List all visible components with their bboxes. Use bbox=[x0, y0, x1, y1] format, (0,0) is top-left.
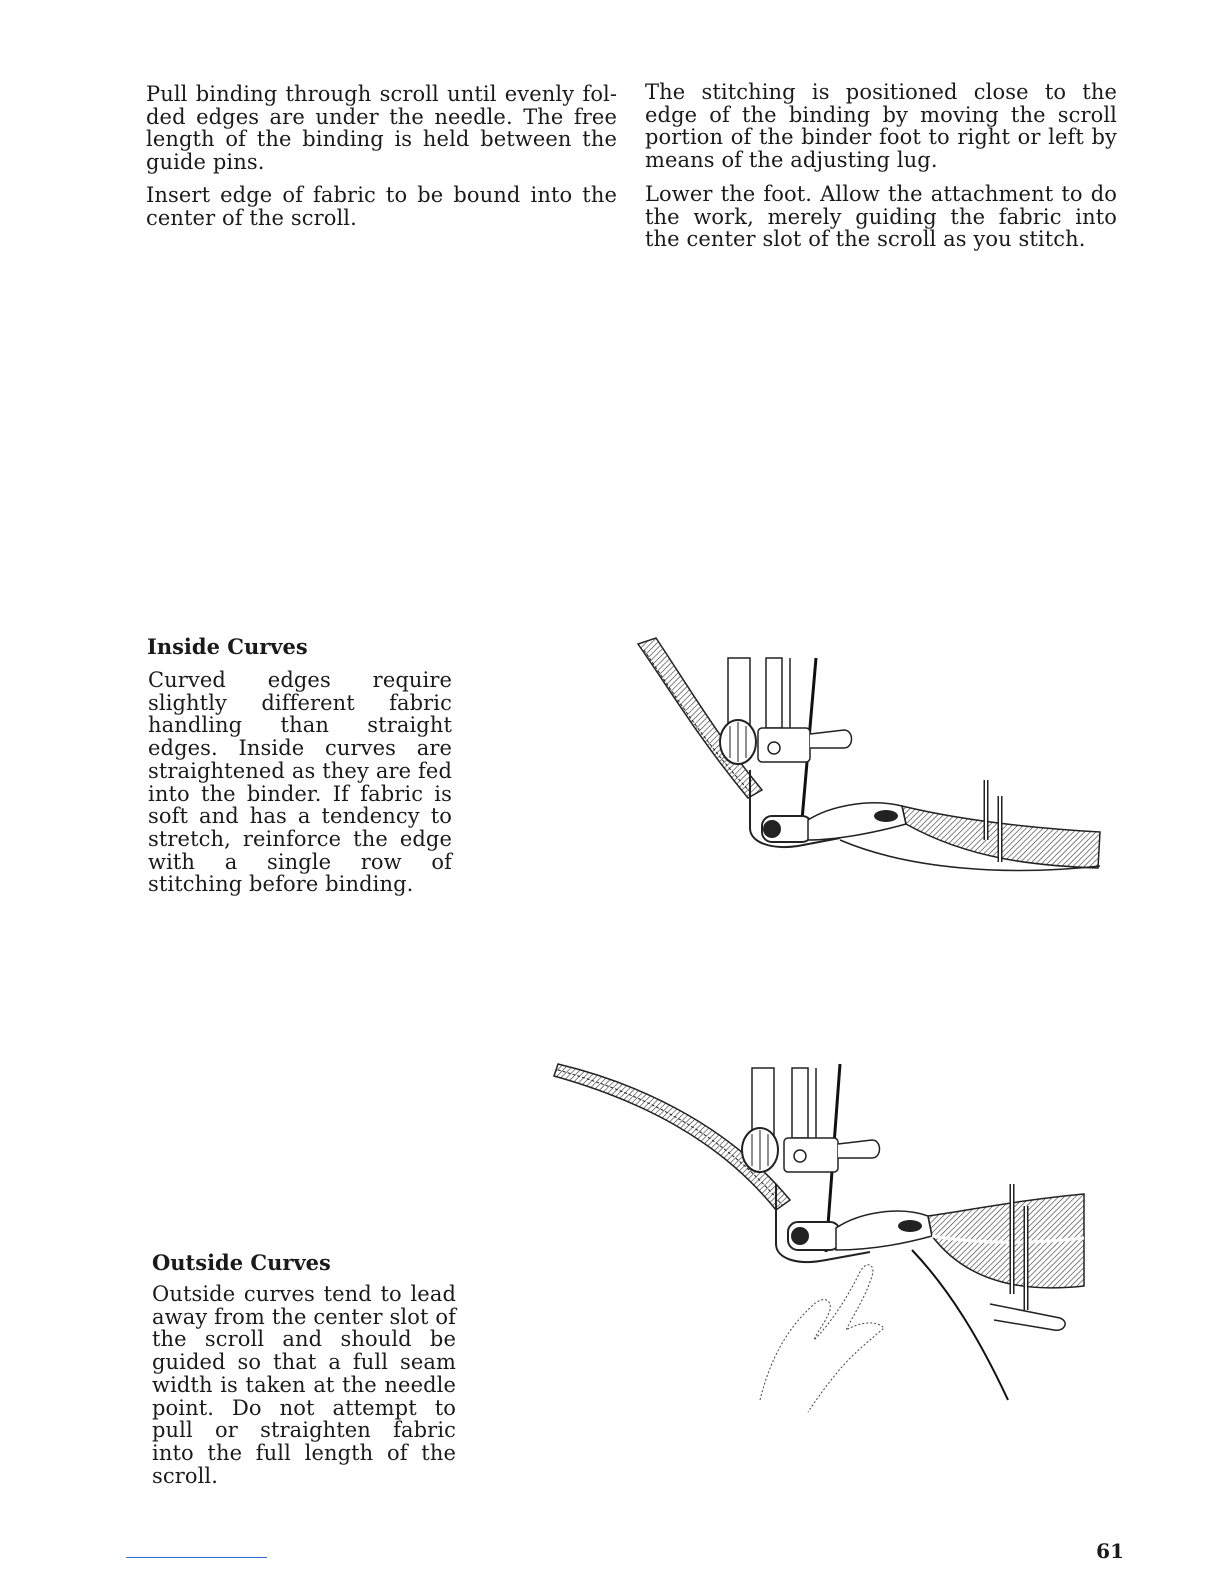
binding-instruction-paragraph: Pull binding through scroll until evenly folded edges are under the needle. The free length of the binding is held between the guide pins. bbox=[146, 82, 617, 175]
inside-curves-heading: Inside Curves bbox=[147, 634, 308, 659]
footer-rule bbox=[126, 1557, 267, 1558]
outside-curves-heading: Outside Curves bbox=[152, 1250, 331, 1275]
stitch-position-paragraph: The stitching is positioned close to the edge of the binding by moving the scroll portion of the binder foot to right or left by means of the adjusting lug. bbox=[645, 80, 1117, 173]
inside-curves-illustration bbox=[630, 630, 1110, 880]
page-number: 61 bbox=[1096, 1539, 1124, 1563]
insert-fabric-paragraph: Insert edge of fabric to be bound into the center of the scroll. bbox=[146, 183, 617, 230]
outside-curves-body: Outside curves tend to lead away from the center slot of the scroll and should be guided so that a full seam width is taken at the needle point. Do not attempt to pull or straighten fabric into the full length of the scroll. bbox=[152, 1282, 456, 1488]
outside-curves-illustration bbox=[550, 1060, 1090, 1420]
lower-foot-paragraph: Lower the foot. Allow the attachment to do the work, merely guiding the fabric into the center slot of the scroll as you stitch. bbox=[645, 182, 1117, 252]
inside-curves-body: Curved edges require slightly different fabric handling than straight edges. Inside curves are straightened as they are fed into the binder. If fabric is soft and has a tendency to stretch, reinforce the edge with a single row of stitching before binding. bbox=[148, 668, 452, 897]
